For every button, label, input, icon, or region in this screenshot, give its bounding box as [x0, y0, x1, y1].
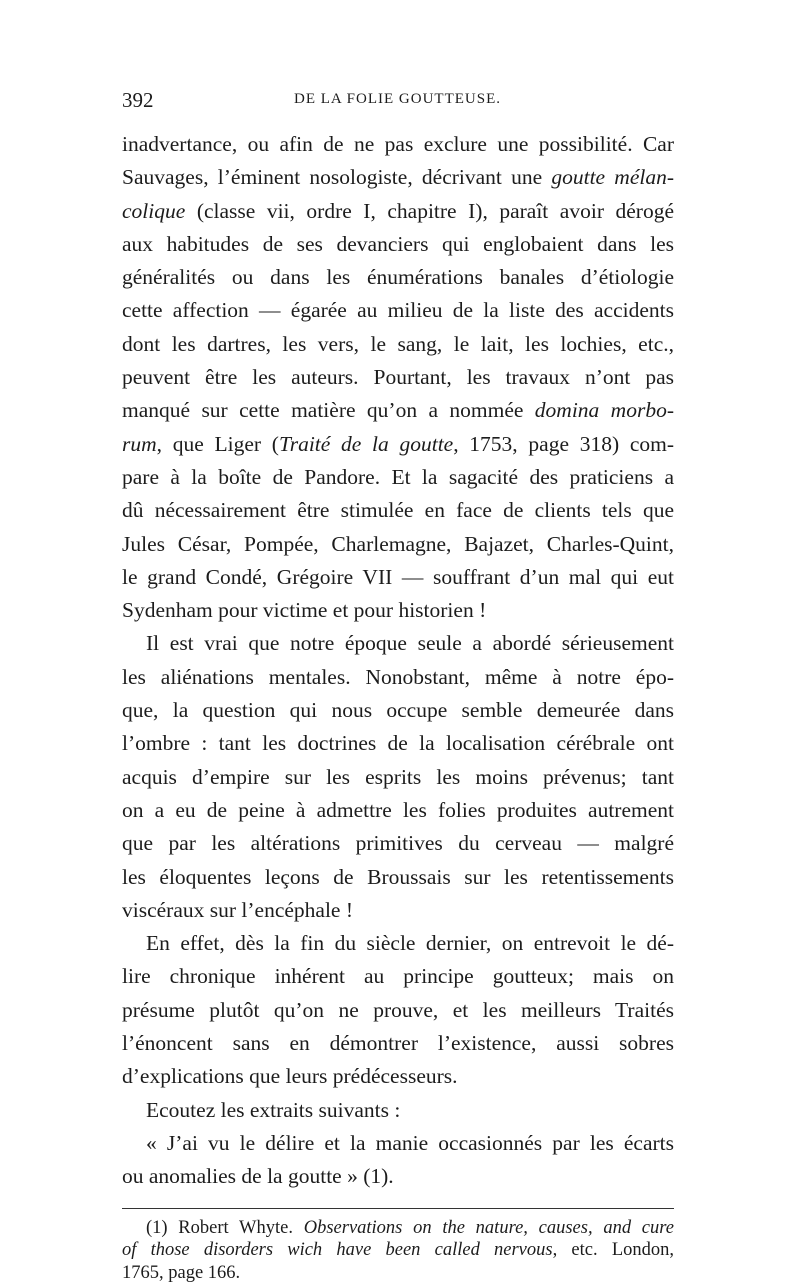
text-line: généralités ou dans les énumérations banales d’étiologie [122, 261, 674, 294]
footnote [122, 1217, 674, 1284]
text-line: Sydenham pour victime et pour historien ! [122, 594, 674, 627]
text-line: que par les altérations primitives du cerveau — malgré [122, 827, 674, 860]
text-line: les éloquentes leçons de Broussais sur les retentissements [122, 861, 674, 894]
text-line: « J’ai vu le délire et la manie occasionnés par les écarts [122, 1127, 674, 1160]
text-line: colique (classe vii, ordre I, chapitre I), paraît avoir dérogé [122, 195, 674, 228]
footnote-line: (1) Robert Whyte. Observations on the nature, causes, and cure [122, 1217, 674, 1240]
footnote-line: of those disorders wich have been called nervous, etc. London, [122, 1239, 674, 1262]
text-line: que, la question qui nous occupe semble demeurée dans [122, 694, 674, 727]
text-line: l’énoncent sans en démontrer l’existence, aussi sobres [122, 1027, 674, 1060]
text-line: présume plutôt qu’on ne prouve, et les meilleurs Traités [122, 994, 674, 1027]
text-line: pare à la boîte de Pandore. Et la sagacité des praticiens a [122, 461, 674, 494]
text-line: dû nécessairement être stimulée en face de clients tels que [122, 494, 674, 527]
text-line: l’ombre : tant les doctrines de la localisation cérébrale ont [122, 727, 674, 760]
running-head: DE LA FOLIE GOUTTEUSE. [294, 91, 501, 108]
text-line: manqué sur cette matière qu’on a nommée domina morbo- [122, 394, 674, 427]
text-line: ou anomalies de la goutte » (1). [122, 1160, 674, 1193]
text-line: acquis d’empire sur les esprits les moins prévenus; tant [122, 761, 674, 794]
page-number: 392 [122, 88, 154, 113]
footnote-line: 1765, page 166. [122, 1262, 674, 1284]
text-line: inadvertance, ou afin de ne pas exclure une possibilité. Car [122, 128, 674, 161]
main-text [122, 128, 674, 1194]
text-line: lire chronique inhérent au principe goutteux; mais on [122, 960, 674, 993]
text-line: on a eu de peine à admettre les folies produites autrement [122, 794, 674, 827]
text-line: peuvent être les auteurs. Pourtant, les travaux n’ont pas [122, 361, 674, 394]
text-line: les aliénations mentales. Nonobstant, même à notre épo- [122, 661, 674, 694]
text-line: Ecoutez les extraits suivants : [122, 1094, 674, 1127]
text-line: d’explications que leurs prédécesseurs. [122, 1060, 674, 1093]
text-line: dont les dartres, les vers, le sang, le lait, les lochies, etc., [122, 328, 674, 361]
text-line: rum, que Liger (Traité de la goutte, 1753, page 318) com- [122, 428, 674, 461]
text-line: le grand Condé, Grégoire VII — souffrant d’un mal qui eut [122, 561, 674, 594]
footnote-rule [122, 1208, 674, 1209]
text-line: Sauvages, l’éminent nosologiste, décrivant une goutte mélan- [122, 161, 674, 194]
text-line: Jules César, Pompée, Charlemagne, Bajazet, Charles-Quint, [122, 528, 674, 561]
text-line: viscéraux sur l’encéphale ! [122, 894, 674, 927]
page-header [122, 88, 674, 118]
text-line: Il est vrai que notre époque seule a abordé sérieusement [122, 627, 674, 660]
text-line: aux habitudes de ses devanciers qui englobaient dans les [122, 228, 674, 261]
text-line: cette affection — égarée au milieu de la liste des accidents [122, 294, 674, 327]
book-page [122, 88, 674, 1284]
text-line: En effet, dès la fin du siècle dernier, on entrevoit le dé- [122, 927, 674, 960]
